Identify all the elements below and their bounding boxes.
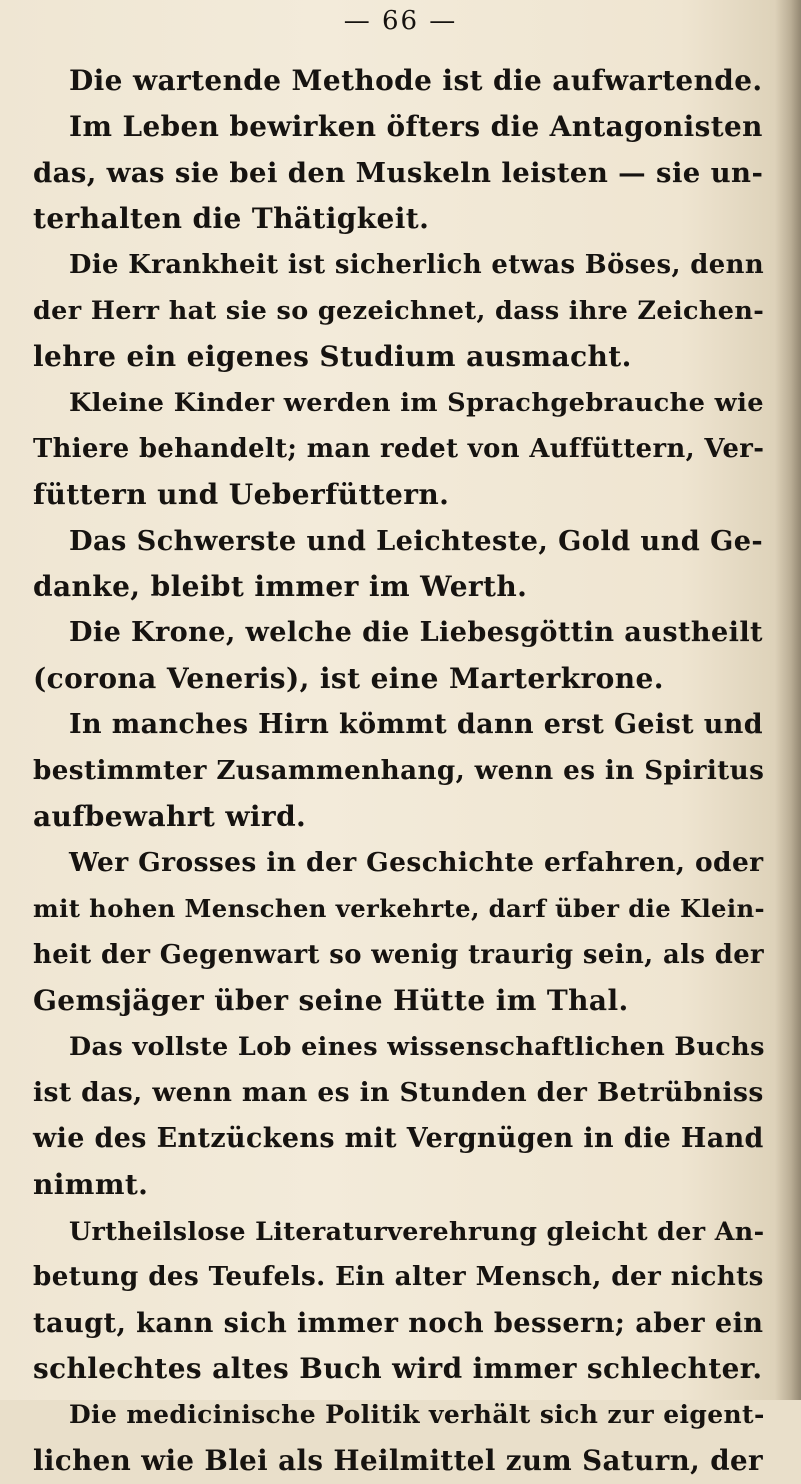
text-line: heit der Gegenwart so wenig traurig sein, als der <box>33 940 765 970</box>
text-line: terhalten die Thätigkeit. <box>33 202 430 235</box>
text-line: Die medicinische Politik verhält sich zur eigent- <box>69 1400 765 1429</box>
text-line: (corona Veneris), ist eine Marterkrone. <box>33 662 664 695</box>
text-line: Im Leben bewirken öfters die Antagonisten <box>69 110 763 143</box>
text-line: Die Krankheit ist sicherlich etwas Böses, denn <box>69 250 765 280</box>
text-line: Urtheilslose Literaturverehrung gleicht der An- <box>69 1216 765 1246</box>
text-line: Thiere behandelt; man redet von Auffüttern, Ver- <box>33 434 765 464</box>
page-edge-shadow <box>775 0 801 1400</box>
text-line: ist das, wenn man es in Stunden der Betrübniss <box>33 1077 764 1108</box>
text-line: Die wartende Methode ist die aufwartende. <box>69 64 763 97</box>
text-line: Das Schwerste und Leichteste, Gold und Ge- <box>69 525 764 557</box>
text-line: lehre ein eigenes Studium ausmacht. <box>33 340 632 373</box>
text-line: Wer Grosses in der Geschichte erfahren, oder <box>69 847 764 878</box>
text-line: der Herr hat sie so gezeichnet, dass ihre Zeichen- <box>33 296 765 326</box>
text-line: Das vollste Lob eines wissenschaftlichen Buchs <box>69 1032 765 1062</box>
text-line: wie des Entzückens mit Vergnügen in die Hand <box>33 1123 764 1154</box>
text-line: Kleine Kinder werden im Sprachgebrauche wie <box>69 388 764 418</box>
text-line: bestimmter Zusammenhang, wenn es in Spiritus <box>33 755 765 786</box>
body-text <box>33 58 766 1484</box>
text-line: das, was sie bei den Muskeln leisten — sie un- <box>33 157 764 189</box>
text-line: Die Krone, welche die Liebesgöttin austheilt <box>69 617 763 648</box>
text-line: danke, bleibt immer im Werth. <box>33 570 528 603</box>
text-line: schlechtes altes Buch wird immer schlechter. <box>33 1352 763 1385</box>
page-number: — 66 — <box>343 6 458 36</box>
text-line: lichen wie Blei als Heilmittel zum Saturn, der <box>33 1444 763 1477</box>
text-line: nimmt. <box>33 1168 149 1201</box>
text-line: In manches Hirn kömmt dann erst Geist und <box>69 709 763 740</box>
text-line: füttern und Ueberfüttern. <box>33 478 450 511</box>
text-line: aufbewahrt wird. <box>33 800 307 833</box>
text-line: betung des Teufels. Ein alter Mensch, der nichts <box>33 1261 764 1292</box>
text-line: mit hohen Menschen verkehrte, darf über die Klein- <box>33 894 766 923</box>
text-line: Gemsjäger über seine Hütte im Thal. <box>33 984 629 1017</box>
text-line: taugt, kann sich immer noch bessern; aber ein <box>33 1307 764 1339</box>
